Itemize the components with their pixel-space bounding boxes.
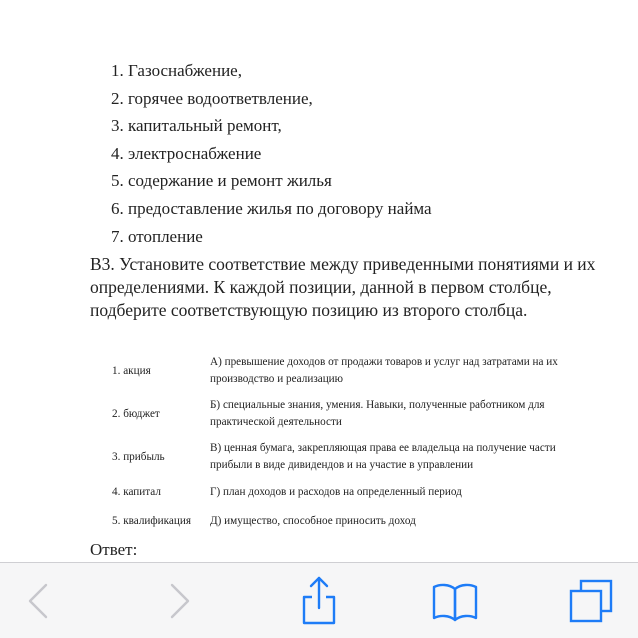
definition-cell: А) превышение доходов от продажи товаров и услуг над затратами на их производство и реализацию	[210, 356, 558, 385]
definition-cell: Г) план доходов и расходов на определенный период	[210, 485, 462, 498]
matching-table	[98, 350, 600, 536]
term-cell: 2. бюджет	[112, 408, 160, 420]
list-item: 7. отопление	[111, 226, 203, 246]
table-row	[98, 392, 600, 436]
list-item: 3. капитальный ремонт,	[111, 116, 282, 136]
term-cell: 5. квалификация	[112, 515, 191, 527]
bookmarks-button[interactable]	[423, 563, 487, 638]
back-button[interactable]	[8, 563, 68, 638]
share-icon	[299, 575, 339, 627]
forward-button[interactable]	[150, 563, 210, 638]
share-button[interactable]	[289, 563, 349, 638]
list-item: 4. электроснабжение	[111, 143, 262, 163]
definition-cell: Б) специальные знания, умения. Навыки, полученные работником для практической деятельности	[210, 399, 545, 428]
term-cell: 3. прибыль	[112, 451, 165, 463]
definition-cell: В) ценная бумага, закрепляющая права ее владельца на получение части прибыли в виде дивидендов и на участие в управлении	[210, 442, 556, 471]
list-item: 6. предоставление жилья по договору найма	[111, 198, 432, 218]
term-cell: 4. капитал	[112, 486, 161, 498]
task-paragraph: В3. Установите соответствие между приведенными понятиями и их определениями. К каждой позиции, данной в первом столбце, подберите соответствующую позицию из второго столбца.	[90, 254, 596, 320]
term-cell: 1. акция	[112, 365, 151, 377]
definition-cell: Д) имущество, способное приносить доход	[210, 514, 416, 527]
answer-label: Ответ:	[90, 540, 138, 559]
bookmarks-book-icon	[431, 579, 479, 623]
tabs-button[interactable]	[561, 563, 621, 638]
table-row	[98, 350, 600, 392]
list-item: 1. Газоснабжение,	[111, 61, 242, 80]
numbered-list	[111, 57, 432, 250]
forward-chevron-icon	[168, 581, 192, 621]
list-item: 5. содержание и ремонт жилья	[111, 171, 332, 191]
list-item: 2. горячее водоответвление,	[111, 88, 313, 108]
table-row	[98, 478, 600, 506]
tabs-icon	[568, 578, 614, 624]
table-row	[98, 436, 600, 478]
table-row	[98, 506, 600, 536]
back-chevron-icon	[26, 581, 50, 621]
browser-toolbar	[0, 562, 638, 638]
